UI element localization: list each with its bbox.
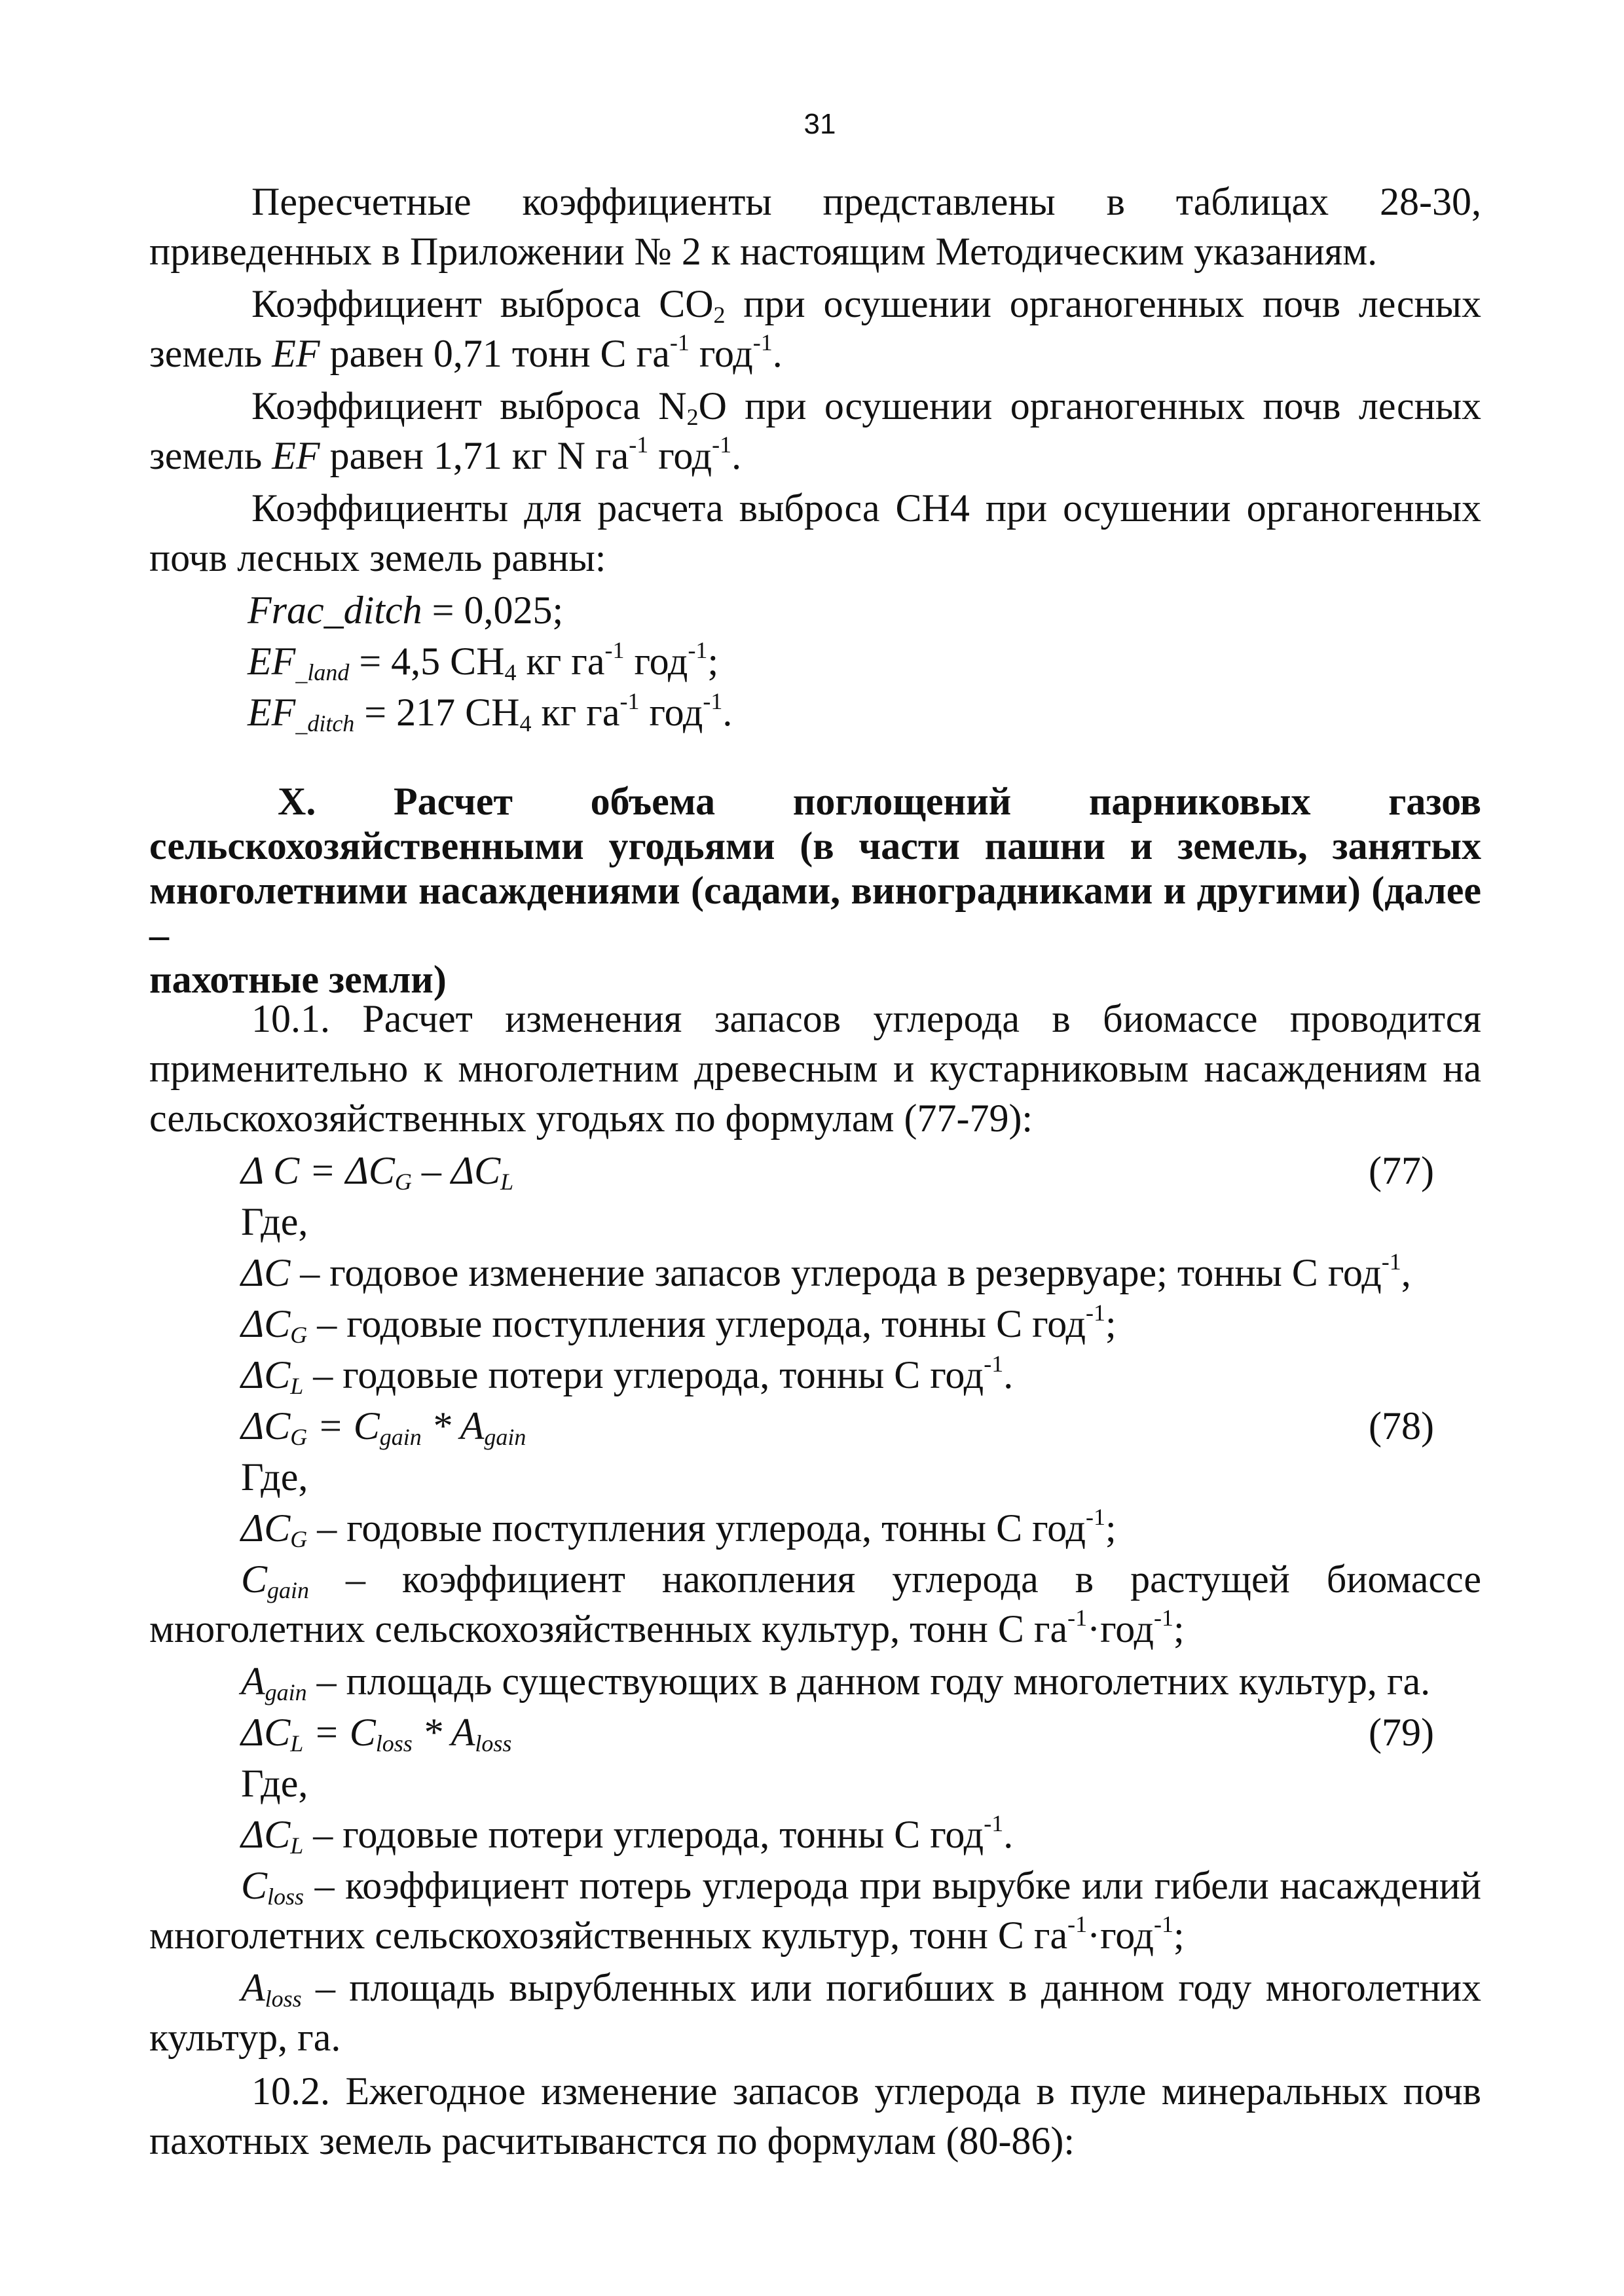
equation-78-number: (78)	[1369, 1404, 1434, 1448]
clause-10-1: 10.1. Расчет изменения запасов углерода в биомассе проводится применительно к многолетним древесным и кустарниковым насаждениям на сельскохозяйственных угодьях по формулам (77-79):	[149, 997, 1481, 1140]
coefficient-frac-ditch: Frac_ditch = 0,025;	[248, 589, 564, 632]
paragraph-ch4-coefficients: Коэффициенты для расчета выброса CH4 при осушении органогенных почв лесных земель равны:	[149, 486, 1481, 579]
equation-79-def-aloss: $A_{loss}$ – площадь вырубленных или погибших в данном году многолетних культур, га.	[149, 1966, 1481, 2059]
equation-78-where: Где,	[241, 1455, 308, 1499]
equation-78-def-again: $A_{gain}$ – площадь существующих в данном году многолетних культур, га.	[241, 1660, 1431, 1705]
equation-79-number: (79)	[1369, 1711, 1434, 1754]
page-number: 31	[803, 108, 836, 140]
equation-78-formula: $\Delta C_G = C_{gain} * A_{gain}$	[241, 1404, 526, 1450]
equation-79-where: Где,	[241, 1762, 308, 1805]
clause-10-2: 10.2. Ежегодное изменение запасов углерода в пуле минеральных почв пахотных земель расчитыванстся по формулам (80-86):	[149, 2069, 1481, 2162]
equation-79-def-closs: $C_{loss}$ – коэффициент потерь углерода при вырубке или гибели насаждений многолетних сельскохозяйственных культур, тонн С $га^{-1}\cdot год^{-1}$;	[149, 1864, 1481, 1957]
equation-77-block	[149, 1146, 1481, 1399]
equation-78-block	[149, 1401, 1481, 1715]
equation-79-block	[149, 1707, 1481, 2100]
equation-77-def-delta-c: ΔC – годовое изменение запасов углерода в резервуаре; тонны С год$^{-1}$,	[241, 1248, 1411, 1294]
paragraph-conversion-factors: Пересчетные коэффициенты представлены в таблицах 28-30, приведенных в Приложении № 2 к настоящим Методическим указаниям.	[149, 180, 1481, 273]
coefficient-list	[149, 585, 1481, 742]
equation-77-where: Где,	[241, 1200, 308, 1243]
equation-77-number: (77)	[1369, 1149, 1434, 1192]
equation-78-def-cgain: $C_{gain}$ – коэффициент накопления углерода в растущей биомассе многолетних сельскохозяйственных культур, тонн С $га^{-1}\cdot год^{-1}$;	[149, 1558, 1481, 1650]
equation-79-def-delta-cl: $\Delta C_L$ – годовые потери углерода, тонны С год$^{-1}$.	[241, 1810, 1014, 1859]
section-heading-x: X. Расчет объема поглощений парниковых газов сельскохозяйственными угодьями (в части пашни и земель, занятых многолетними насаждениями (садами, виноградниками и другими) (далее – пахотные земли)	[149, 780, 1481, 1001]
equation-77-def-delta-cl: $\Delta C_L$ – годовые потери углерода, тонны С год$^{-1}$.	[241, 1350, 1014, 1399]
paragraph-co2-emission: Коэффициент выброса $CO_2$ при осушении органогенных почв лесных земель EF равен 0,71 тонн С $га^{-1}$ год$^{-1}$.	[149, 282, 1481, 375]
paragraph-n2o-emission: Коэффициент выброса $N_2O$ при осушении органогенных почв лесных земель EF равен 1,71 кг N $га^{-1}$ год$^{-1}$.	[149, 384, 1482, 477]
equation-78-def-delta-cg: $\Delta C_G$ – годовые поступления углерода, тонны С год$^{-1}$;	[241, 1503, 1116, 1552]
equation-77-def-delta-cg: $\Delta C_G$ – годовые поступления углерода, тонны С год$^{-1}$;	[241, 1299, 1116, 1348]
equation-77-formula: Δ $C = \Delta C_G - \Delta C_L$	[241, 1149, 514, 1195]
coefficient-ef-land: $EF_{\_land} = 4,5$ $CH_4$ кг $га^{-1}$ год$^{-1}$;	[248, 636, 719, 685]
coefficient-ef-ditch: $EF_{\_ditch} = 217$ $CH_4$ кг $га^{-1}$ год$^{-1}$.	[248, 687, 733, 737]
equation-79-formula: $\Delta C_L = C_{loss} * A_{loss}$	[241, 1711, 512, 1757]
